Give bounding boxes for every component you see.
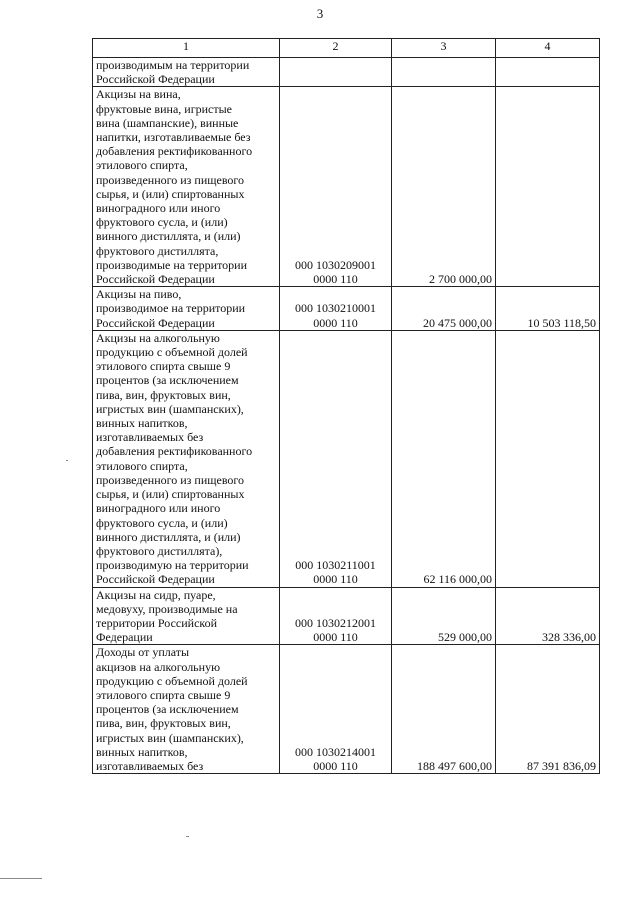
column-header-4: 4 <box>496 39 600 58</box>
table-row <box>93 87 600 287</box>
row-value-3: 529 000,00 <box>392 587 496 645</box>
row-value-3: 2 700 000,00 <box>392 87 496 287</box>
row-value-4: 10 503 118,50 <box>496 287 600 331</box>
table-row <box>93 330 600 587</box>
row-value-3: 62 116 000,00 <box>392 330 496 587</box>
column-header-2: 2 <box>280 39 392 58</box>
column-header-3: 3 <box>392 39 496 58</box>
row-code: 000 1030209001 0000 110 <box>280 87 392 287</box>
row-name: Акцизы на пиво, производимое на территории Российской Федерации <box>93 287 280 331</box>
row-value-4: 87 391 836,09 <box>496 645 600 774</box>
revenue-table <box>92 38 600 774</box>
row-name: производимым на территории Российской Федерации <box>93 58 280 87</box>
row-code: 000 1030210001 0000 110 <box>280 287 392 331</box>
row-code: 000 1030211001 0000 110 <box>280 330 392 587</box>
row-value-4: 328 336,00 <box>496 587 600 645</box>
table-row <box>93 287 600 331</box>
row-name: Акцизы на сидр, пуаре, медовуху, производимые на территории Российской Федерации <box>93 587 280 645</box>
column-number-row <box>93 39 600 58</box>
row-value-4 <box>496 330 600 587</box>
row-value-4 <box>496 58 600 87</box>
row-name: Доходы от уплаты акцизов на алкогольную продукцию с объемной долей этилового спирта свыше 9 процентов (за исключением пива, вин, фруктовых вин, игристых вин (шампанских), винных напитков, изготавливаемых без <box>93 645 280 774</box>
page-number: 3 <box>316 6 324 21</box>
row-value-3: 20 475 000,00 <box>392 287 496 331</box>
row-value-3 <box>392 58 496 87</box>
row-code <box>280 58 392 87</box>
table-row <box>93 58 600 87</box>
table-row <box>93 645 600 774</box>
table-row <box>93 587 600 645</box>
scan-artifact-dot <box>186 836 189 837</box>
scan-artifact-dot <box>66 460 68 461</box>
row-name: Акцизы на алкогольную продукцию с объемной долей этилового спирта свыше 9 процентов (за исключением пива, вин, фруктовых вин, игристых вин (шампанских), винных напитков, изготавливаемых без добавления ректификованного этилового спирта, произведенного из пищевого сырья, и (или) спиртованных виноградного или иного фруктового сусла, и (или) винного дистиллята, и (или) фруктового дистиллята), производимую на территории Российской Федерации <box>93 330 280 587</box>
row-value-3: 188 497 600,00 <box>392 645 496 774</box>
scan-artifact-mark <box>0 878 42 879</box>
row-code: 000 1030214001 0000 110 <box>280 645 392 774</box>
row-name: Акцизы на вина, фруктовые вина, игристые вина (шампанские), винные напитки, изготавливаемые без добавления ректификованного этилового спирта, произведенного из пищевого сырья, и (или) спиртованных виноградного или иного фруктового сусла, и (или) винного дистиллята, и (или) фруктового дистиллята, производимые на территории Российской Федерации <box>93 87 280 287</box>
column-header-1: 1 <box>93 39 280 58</box>
row-code: 000 1030212001 0000 110 <box>280 587 392 645</box>
row-value-4 <box>496 87 600 287</box>
